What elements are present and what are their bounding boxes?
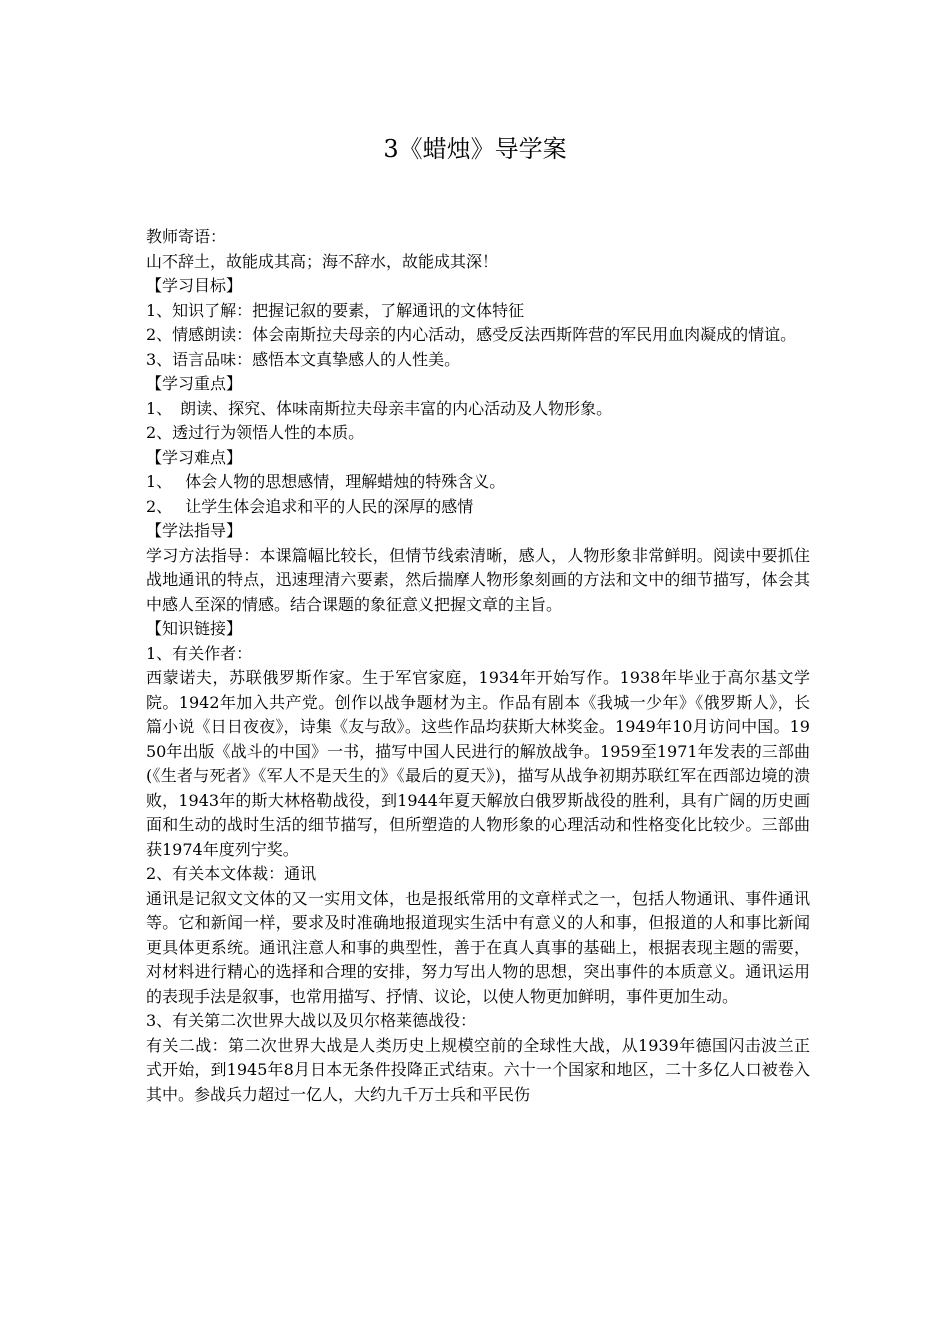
document-body — [146, 225, 810, 1107]
paragraph: 西蒙诺夫，苏联俄罗斯作家。生于军官家庭，1934年开始写作。1938年毕业于高尔基文学院。1942年加入共产党。创作以战争题材为主。作品有剧本《我城一少年》《俄罗斯人》，长篇小说《日日夜夜》，诗集《友与敌》。这些作品均获斯大林奖金。1949年10月访问中国。1950年出版《战斗的中国》一书，描写中国人民进行的解放战争。1959至1971年发表的三部曲(《生者与死者》《军人不是天生的》《最后的夏天》)，描写从战争初期苏联红军在西部边境的溃败，1943年的斯大林格勒战役，到1944年夏天解放白俄罗斯战役的胜利，具有广阔的历史画面和生动的战时生活的细节描写，但所塑造的人物形象的心理活动和性格变化比较少。三部曲获1974年度列宁奖。 — [146, 668, 810, 859]
paragraph: 1、有关作者： — [146, 643, 253, 663]
paragraph: 2、 让学生体会追求和平的人民的深厚的感情 — [146, 496, 474, 516]
section-heading: 【学法指导】 — [146, 521, 243, 540]
paragraph: 2、透过行为领悟人性的本质。 — [146, 423, 365, 442]
paragraph: 1、 朗读、探究、体味南斯拉夫母亲丰富的内心活动及人物形象。 — [146, 398, 613, 418]
paragraph: 通讯是记叙文文体的又一实用文体，也是报纸常用的文章样式之一，包括人物通讯、事件通讯等。它和新闻一样，要求及时准确地报道现实生活中有意义的人和事，但报道的人和事比新闻更具体更系统。通讯注意人和事的典型性，善于在真人真事的基础上，根据表现主题的需要，对材料进行精心的选择和合理的安排，努力写出人物的思想，突出事件的本质意义。通讯运用的表现手法是叙事，也常用描写、抒情、议论，以使人物更加鲜明，事件更加生动。 — [146, 888, 810, 1006]
paragraph: 教师寄语： — [146, 227, 227, 246]
paragraph: 2、有关本文体裁：通讯 — [146, 864, 317, 883]
paragraph: 有关二战：第二次世界大战是人类历史上规模空前的全球性大战，从1939年德国闪击波兰正式开始，到1945年8月日本无条件投降正式结束。六十一个国家和地区，二十多亿人口被卷入其中。参战兵力超过一亿人，大约九千万士兵和平民伤 — [146, 1035, 810, 1104]
paragraph: 1、 体会人物的思想感情，理解蜡烛的特殊含义。 — [146, 472, 506, 491]
paragraph: 2、情感朗读：体会南斯拉夫母亲的内心活动，感受反法西斯阵营的军民用血肉凝成的情谊。 — [146, 325, 797, 344]
paragraph: 3、语言品味：感悟本文真挚感人的人性美。 — [146, 349, 461, 369]
paragraph: 1、知识了解：把握记叙的要素，了解通讯的文体特征 — [146, 300, 525, 320]
document-title: 3《蜡烛》导学案 — [383, 135, 567, 163]
section-heading: 【学习重点】 — [146, 374, 243, 393]
section-heading: 【学习目标】 — [146, 276, 243, 295]
paragraph: 山不辞土，故能成其高；海不辞水，故能成其深！ — [146, 251, 499, 271]
paragraph: 3、有关第二次世界大战以及贝尔格莱德战役： — [146, 1011, 477, 1030]
section-heading: 【学习难点】 — [146, 447, 243, 467]
section-heading: 【知识链接】 — [146, 619, 243, 638]
paragraph: 学习方法指导：本课篇幅比较长，但情节线索清晰，感人，人物形象非常鲜明。阅读中要抓住战地通讯的特点，迅速理清六要素，然后揣摩人物形象刻画的方法和文中的细节描写，体会其中感人至深的情感。结合课题的象征意义把握文章的主旨。 — [146, 545, 810, 614]
